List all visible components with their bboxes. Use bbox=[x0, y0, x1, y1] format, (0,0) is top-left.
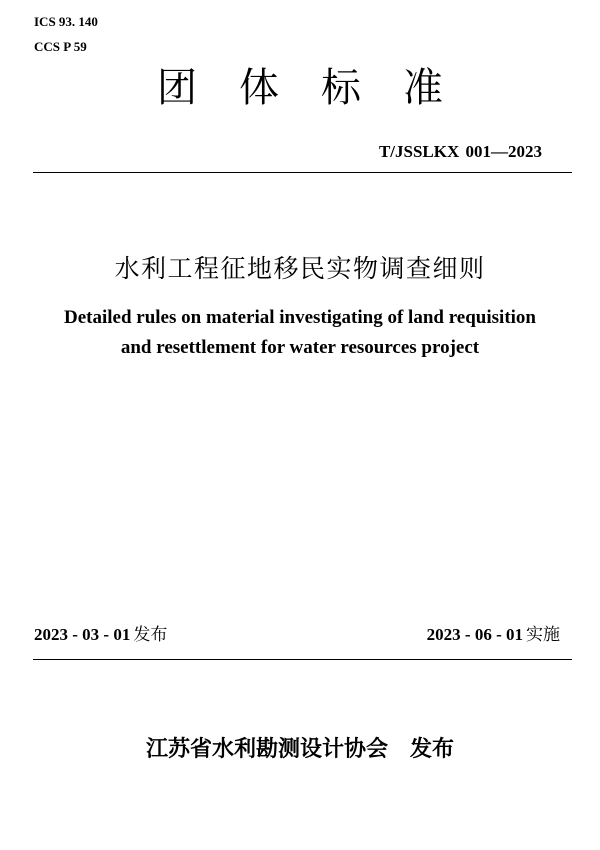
implementation-date-label: 实施 bbox=[526, 625, 560, 645]
document-title-english-line1: Detailed rules on material investigating of land requisition bbox=[63, 307, 536, 328]
document-title-english-line2: and resettlement for water resources project bbox=[120, 337, 480, 358]
publisher-action: 发布 bbox=[410, 737, 455, 762]
issue-date-label: 发布 bbox=[133, 625, 168, 645]
issue-date bbox=[34, 624, 167, 646]
implementation-date bbox=[427, 624, 560, 646]
publisher-line bbox=[0, 735, 600, 765]
ics-code: ICS 93. 140 bbox=[34, 14, 98, 29]
document-title-chinese: 水利工程征地移民实物调查细则 bbox=[114, 254, 486, 283]
publisher-organization: 江苏省水利勘测设计协会 bbox=[145, 737, 388, 762]
issue-date-value: 2023 - 03 - 01 bbox=[34, 625, 131, 644]
top-divider bbox=[33, 172, 572, 173]
standard-code: T/JSSLKX 001—2023 bbox=[378, 142, 542, 161]
implementation-date-value: 2023 - 06 - 01 bbox=[426, 625, 523, 644]
standard-type-heading: 团体标准 bbox=[157, 65, 485, 111]
ccs-code: CCS P 59 bbox=[34, 39, 87, 54]
bottom-divider bbox=[33, 659, 572, 660]
